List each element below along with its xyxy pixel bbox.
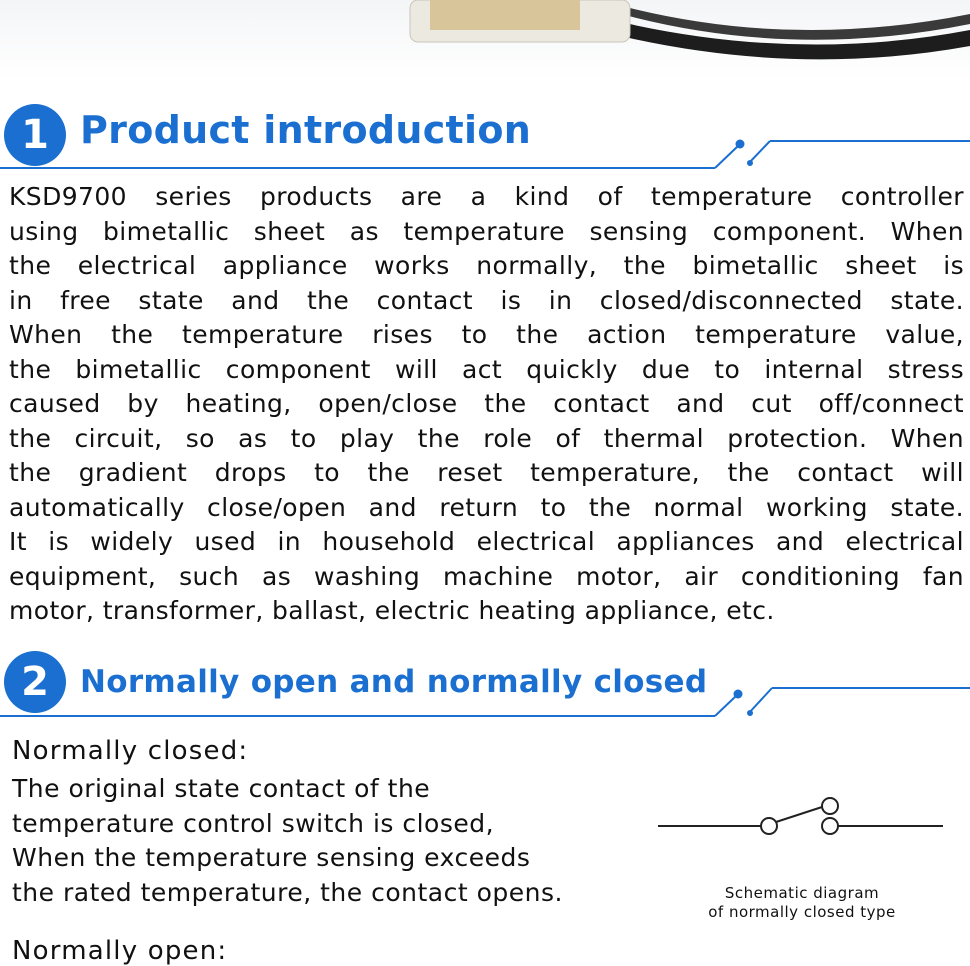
intro-line: When the temperature rises to the action temperature value, [9, 320, 964, 349]
intro-line: the electrical appliance works normally, the bimetallic sheet is [9, 251, 964, 280]
intro-line: the circuit, so as to play the role of thermal protection. When [9, 423, 964, 453]
intro-line: using bimetallic sheet as temperature sensing component. When [9, 216, 964, 246]
schematic-caption [672, 884, 932, 922]
intro-paragraph [9, 180, 964, 629]
section-1-badge: 1 [4, 104, 66, 166]
intro-line: equipment, such as washing machine motor, air conditioning fan [9, 561, 964, 591]
section-2-divider [0, 650, 970, 730]
intro-line: It is widely used in household electrical appliances and electrical [9, 527, 964, 556]
nc-line: The original state contact of the [12, 774, 431, 803]
schematic-caption-line: of normally closed type [708, 903, 896, 921]
product-photo-art [0, 0, 970, 80]
section-2-header [0, 650, 970, 730]
normally-closed-heading: Normally closed: [12, 736, 249, 766]
intro-line: automatically close/open and return to the normal working state. [9, 492, 964, 522]
intro-line: the bimetallic component will act quickly due to internal stress [9, 354, 964, 384]
intro-line: the gradient drops to the reset temperature, the contact will [9, 458, 964, 487]
section-1-header [0, 100, 970, 180]
intro-line: caused by heating, open/close the contact and cut off/connect [9, 389, 964, 418]
nc-line: temperature control switch is closed, [12, 808, 495, 838]
intro-line: in free state and the contact is in closed/disconnected state. [9, 285, 964, 315]
intro-line: motor, transformer, ballast, electric heating appliance, etc. [9, 596, 775, 625]
section-2-title: Normally open and normally closed [80, 664, 708, 700]
section-1-divider [0, 100, 970, 180]
section-1-title: Product introduction [80, 108, 532, 152]
schematic-caption-line: Schematic diagram [724, 884, 880, 902]
normally-closed-schematic [655, 780, 950, 870]
normally-closed-description [12, 772, 587, 910]
product-photo [0, 0, 970, 80]
normally-open-heading: Normally open: [12, 936, 228, 966]
section-2-badge: 2 [4, 651, 66, 713]
nc-line: the rated temperature, the contact opens. [12, 877, 563, 907]
nc-line: When the temperature sensing exceeds [12, 843, 531, 872]
intro-line: KSD9700 series products are a kind of temperature controller [9, 182, 964, 211]
